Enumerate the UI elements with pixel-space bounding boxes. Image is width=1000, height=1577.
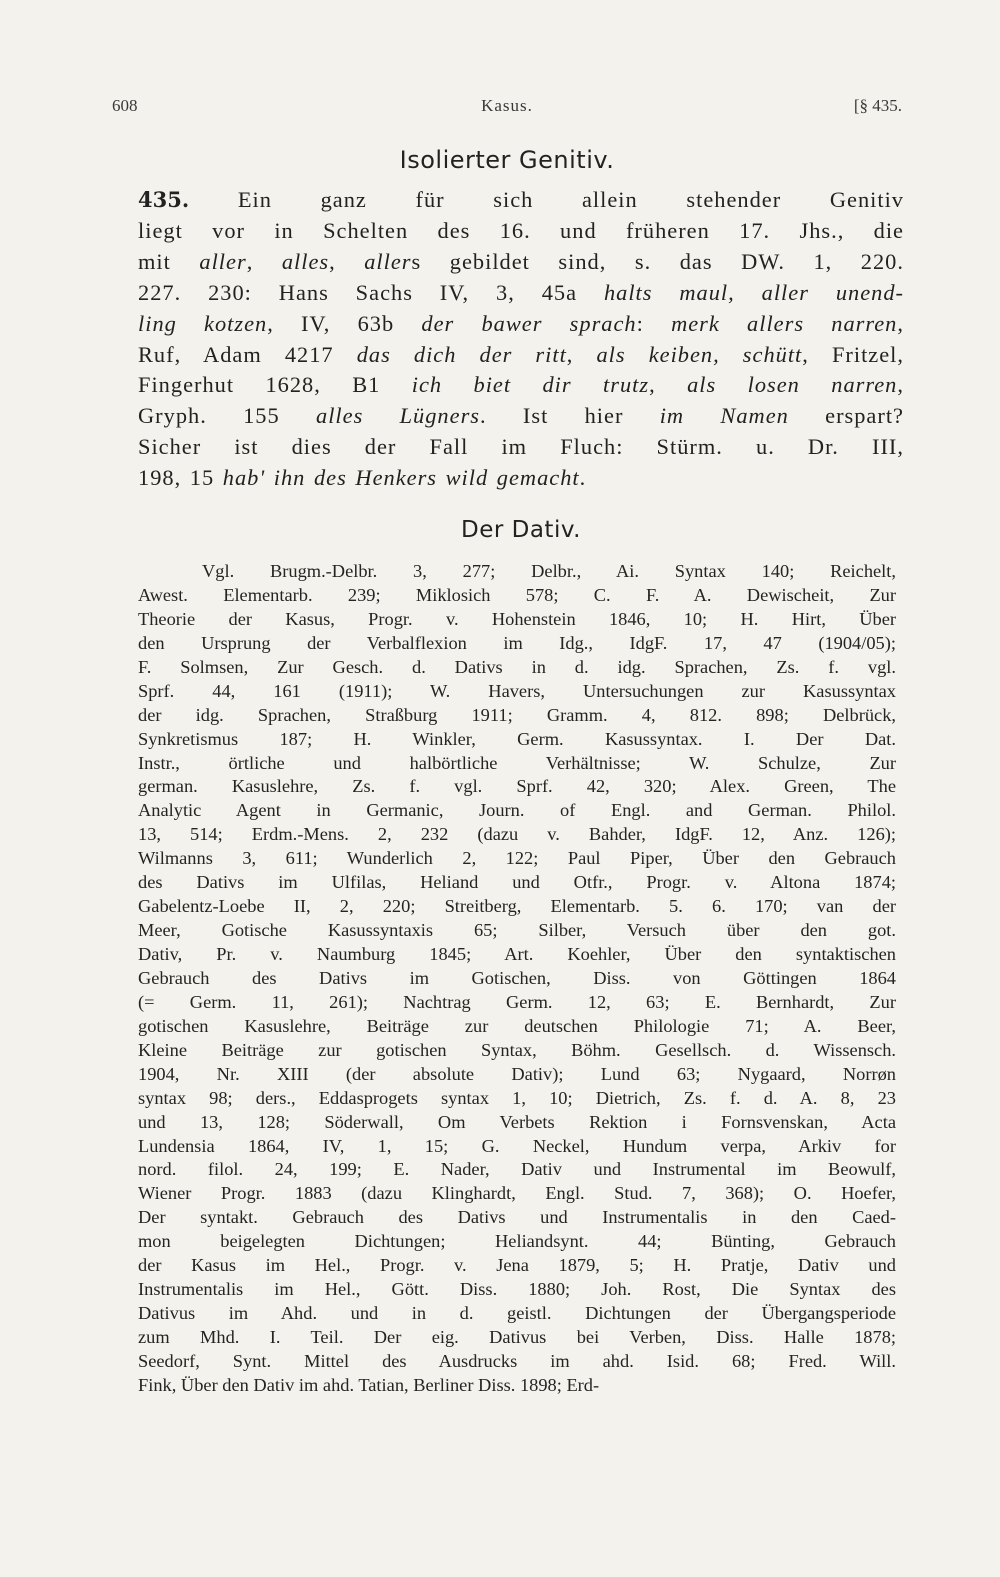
text-line: Gryph. 155 alles Lügners. Ist hier im Namen erspart? [138,403,904,429]
bibliography-line: nord. filol. 24, 199; E. Nader, Dativ und Instrumental im Beowulf, [138,1159,896,1180]
text-line: 198, 15 hab' ihn des Henkers wild gemacht. [138,465,587,491]
bibliography-dative [138,560,896,1398]
page-number: 608 [112,96,138,115]
bibliography-line: 13, 514; Erdm.-Mens. 2, 232 (dazu v. Bahder, IdgF. 12, Anz. 126); [138,824,896,845]
bibliography-line: Gabelentz-Loebe II, 2, 220; Streitberg, Elementarb. 5. 6. 170; van der [138,896,896,917]
bibliography-line: und 13, 128; Söderwall, Om Verbets Rektion i Fornsvenskan, Acta [138,1111,896,1132]
text-line: Ruf, Adam 4217 das dich der ritt, als keiben, schütt, Fritzel, [138,341,904,367]
bibliography-line: Der syntakt. Gebrauch des Dativs und Instrumentalis in den Caed- [138,1207,896,1228]
bibliography-line: Instrumentalis im Hel., Gött. Diss. 1880; Joh. Rost, Die Syntax des [138,1279,896,1300]
paragraph-435 [138,185,904,494]
bibliography-line: der idg. Sprachen, Straßburg 1911; Gramm. 4, 812. 898; Delbrück, [138,704,896,725]
bibliography-line: Meer, Gotische Kasussyntaxis 65; Silber, Versuch über den got. [138,920,896,941]
bibliography-line: zum Mhd. I. Teil. Der eig. Dativus bei Verben, Diss. Halle 1878; [138,1327,896,1347]
section-title-genitive: Isolierter Genitiv. [399,146,615,174]
bibliography-line: (= Germ. 11, 261); Nachtrag Germ. 12, 63; E. Bernhardt, Zur [138,991,896,1012]
bibliography-line: syntax 98; ders., Eddasprogets syntax 1, 10; Dietrich, Zs. f. d. A. 8, 23 [138,1087,896,1108]
bibliography-line: Dativus im Ahd. und in d. geistl. Dichtungen der Übergangsperiode [138,1303,896,1324]
bibliography-line: Theorie der Kasus, Progr. v. Hohenstein 1846, 10; H. Hirt, Über [138,608,896,629]
text-line: 227. 230: Hans Sachs IV, 3, 45a halts maul, aller unend- [138,279,904,305]
bibliography-line: den Ursprung der Verbalflexion im Idg., IdgF. 17, 47 (1904/05); [138,632,896,653]
bibliography-line: Fink, Über den Dativ im ahd. Tatian, Berliner Diss. 1898; Erd- [138,1374,600,1395]
bibliography-line: Lundensia 1864, IV, 1, 15; G. Neckel, Hundum verpa, Arkiv for [138,1135,896,1156]
bibliography-line: Wiener Progr. 1883 (dazu Klinghardt, Engl. Stud. 7, 368); O. Hoefer, [138,1183,896,1204]
text-line: Sicher ist dies der Fall im Fluch: Stürm. u. Dr. III, [138,434,904,460]
bibliography-line: des Dativs im Ulfilas, Heliand und Otfr., Progr. v. Altona 1874; [138,872,896,893]
bibliography-line: Synkretismus 187; H. Winkler, Germ. Kasussyntax. I. Der Dat. [138,728,896,749]
text-line: ling kotzen, IV, 63b der bawer sprach: merk allers narren, [138,310,904,336]
section-title-dative: Der Dativ. [461,517,581,543]
bibliography-line: mon beigelegten Dichtungen; Heliandsynt. 44; Bünting, Gebrauch [138,1231,896,1252]
text-line: Fingerhut 1628, B1 ich biet dir trutz, als losen narren, [138,372,904,398]
running-head [112,96,902,122]
text-line: liegt vor in Schelten des 16. und früheren 17. Jhs., die [138,217,904,243]
bibliography-line: Sprf. 44, 161 (1911); W. Havers, Untersuchungen zur Kasussyntax [138,680,896,701]
bibliography-line: Dativ, Pr. v. Naumburg 1845; Art. Koehler, Über den syntaktischen [138,944,896,964]
bibliography-line: german. Kasuslehre, Zs. f. vgl. Sprf. 42, 320; Alex. Green, The [138,776,896,797]
bibliography-line: der Kasus im Hel., Progr. v. Jena 1879, 5; H. Pratje, Dativ und [138,1255,896,1276]
text-line: mit aller, alles, allers gebildet sind, s. das DW. 1, 220. [138,248,904,274]
bibliography-line: F. Solmsen, Zur Gesch. d. Dativs in d. idg. Sprachen, Zs. f. vgl. [138,656,896,677]
bibliography-line: Wilmanns 3, 611; Wunderlich 2, 122; Paul Piper, Über den Gebrauch [138,848,896,869]
bibliography-line: Awest. Elementarb. 239; Miklosich 578; C. F. A. Dewischeit, Zur [138,584,896,605]
bibliography-line: Analytic Agent in Germanic, Journ. of Engl. and German. Philol. [138,800,896,821]
bibliography-line: gotischen Kasuslehre, Beiträge zur deutschen Philologie 71; A. Beer, [138,1015,896,1036]
bibliography-line: 1904, Nr. XIII (der absolute Dativ); Lund 63; Nygaard, Norrøn [138,1063,896,1084]
section-reference: [§ 435. [853,96,902,115]
bibliography-line: Kleine Beiträge zur gotischen Syntax, Böhm. Gesellsch. d. Wissensch. [138,1039,896,1060]
bibliography-line: Instr., örtliche und halbörtliche Verhältnisse; W. Schulze, Zur [138,752,896,773]
running-title: Kasus. [481,96,533,115]
text-line: 435. Ein ganz für sich allein stehender Genitiv [138,187,904,212]
bibliography-line: Seedorf, Synt. Mittel des Ausdrucks im ahd. Isid. 68; Fred. Will. [138,1350,896,1371]
bibliography-line: Gebrauch des Dativs im Gotischen, Diss. von Göttingen 1864 [138,967,896,988]
bibliography-line: Vgl. Brugm.-Delbr. 3, 277; Delbr., Ai. Syntax 140; Reichelt, [202,561,896,581]
